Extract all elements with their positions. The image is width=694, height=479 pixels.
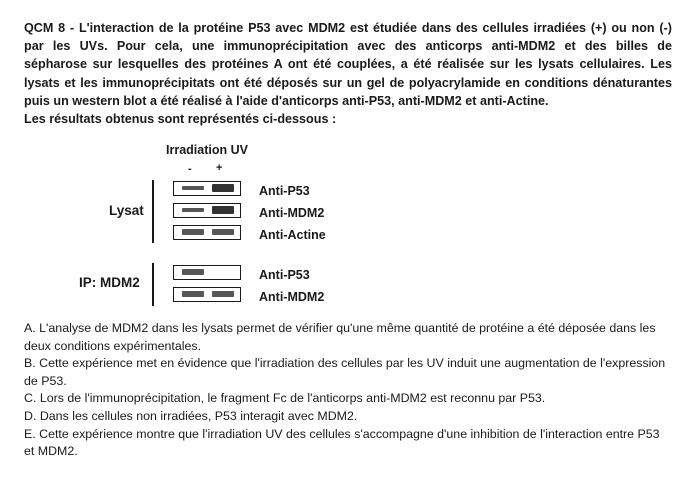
minus-sign: - — [188, 163, 192, 175]
answer-option-c: C. Lors de l'immunoprécipitation, le fragment Fc de l'anticorps anti-MDM2 est reconnu par P53. — [24, 391, 546, 406]
band-minus — [182, 291, 204, 297]
blot-lane-ip-mdm2 — [173, 287, 241, 302]
ip-bracket — [152, 263, 154, 306]
answer-option-a: A. L'analyse de MDM2 dans les lysats permet de vérifier qu'une même quantité de protéine a été déposée dans les deux conditions expérimentales. — [24, 321, 656, 353]
question-line: QCM 8 - L'interaction de la protéine P53 avec MDM2 est étudiée dans des cellules irradiées (+) ou non (-) — [24, 21, 672, 35]
question-line: lysats et les immunoprécipitats ont été déposés sur un gel de polyacrylamide en conditions dénaturantes — [24, 75, 672, 90]
answer-list — [24, 320, 672, 461]
irradiation-label: Irradiation UV — [166, 143, 248, 157]
band-minus — [182, 186, 204, 190]
plus-sign: + — [216, 162, 223, 174]
question-line: sépharose sur lesquelles des protéines A ont été couplées, a été réalisée sur les lysats cellulaires. Les — [24, 57, 672, 72]
ip-label: IP: MDM2 — [79, 275, 140, 290]
blot-lane-lysat-actine — [173, 225, 241, 240]
blot-lane-ip-p53 — [173, 265, 241, 280]
band-minus — [182, 269, 204, 275]
answer-option-d: D. Dans les cellules non irradiées, P53 interagit avec MDM2. — [24, 408, 358, 423]
band-minus — [182, 229, 204, 235]
question-text — [24, 19, 672, 128]
lysat-row-label: Anti-MDM2 — [259, 206, 325, 220]
question-line: puis un western blot a été réalisé à l'aide d'anticorps anti-P53, anti-MDM2 et anti-Actine. — [24, 93, 549, 108]
question-line: par les UVs. Pour cela, une immunoprécipitation avec des anticorps anti-MDM2 et des billes de — [24, 39, 672, 54]
answer-option-b: B. Cette expérience met en évidence que l'irradiation des cellules par les UV induit une augmentation de l'expression de P53. — [24, 356, 666, 388]
blot-lane-lysat-mdm2 — [173, 203, 241, 218]
blot-lane-lysat-p53 — [173, 181, 241, 196]
lysat-row-label: Anti-P53 — [259, 184, 310, 198]
ip-row-label: Anti-P53 — [259, 268, 310, 282]
question-line: Les résultats obtenus sont représentés ci-dessous : — [24, 112, 337, 127]
band-plus — [212, 229, 234, 235]
band-plus — [212, 206, 234, 214]
lysat-row-label: Anti-Actine — [259, 228, 326, 242]
answer-option-e: E. Cette expérience montre que l'irradiation UV des cellules s'accompagne d'une inhibition de l'interaction entre P53 et MDM2. — [24, 426, 660, 459]
band-minus — [182, 208, 204, 212]
lysat-bracket — [152, 180, 154, 243]
band-plus — [212, 184, 234, 192]
band-plus — [212, 291, 234, 297]
lysat-label: Lysat — [109, 203, 144, 218]
ip-row-label: Anti-MDM2 — [259, 290, 325, 304]
